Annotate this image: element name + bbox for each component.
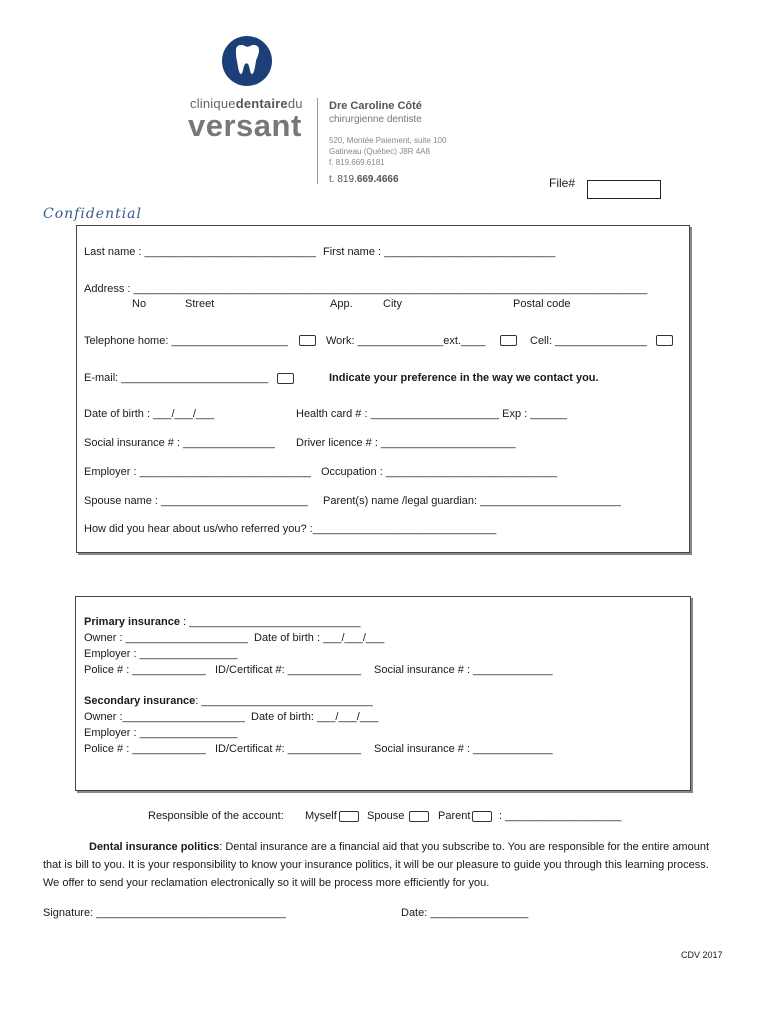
address-city-label: City bbox=[383, 298, 402, 310]
address-postal-label: Postal code bbox=[513, 298, 571, 310]
spouse-name-field[interactable]: Spouse name : ________________________ bbox=[84, 495, 308, 507]
primary-social-field[interactable]: Social insurance # : _____________ bbox=[374, 664, 553, 676]
driver-licence-field[interactable]: Driver licence # : ______________________ bbox=[296, 437, 516, 449]
parent-checkbox[interactable] bbox=[472, 811, 492, 822]
header-divider bbox=[317, 98, 318, 184]
footer-code: CDV 2017 bbox=[681, 950, 723, 960]
referred-by-field[interactable]: How did you hear about us/who referred you? :______________________________ bbox=[84, 523, 497, 535]
primary-insurance-field[interactable]: Primary insurance : ____________________________ bbox=[84, 616, 361, 628]
confidential-title: Confidential bbox=[43, 206, 143, 222]
secondary-dob-field[interactable]: Date of birth: ___/___/___ bbox=[251, 711, 379, 723]
clinic-name-big: versant bbox=[188, 108, 302, 143]
social-insurance-field[interactable]: Social insurance # : _______________ bbox=[84, 437, 275, 449]
cell-field[interactable]: Cell: _______________ bbox=[530, 335, 647, 347]
telephone-checkbox[interactable] bbox=[299, 335, 316, 346]
last-name-field[interactable]: Last name : ____________________________ bbox=[84, 246, 316, 258]
occupation-field[interactable]: Occupation : ____________________________ bbox=[321, 466, 558, 478]
doctor-name: Dre Caroline Côté bbox=[329, 100, 422, 112]
email-checkbox[interactable] bbox=[277, 373, 294, 384]
spouse-label: Spouse bbox=[367, 810, 405, 822]
secondary-owner-field[interactable]: Owner :____________________ bbox=[84, 711, 245, 723]
clinic-address-2: Gatineau (Québec) J8R 4A8 bbox=[329, 147, 430, 156]
parent-label: Parent bbox=[438, 810, 471, 822]
secondary-id-field[interactable]: ID/Certificat #: ____________ bbox=[215, 743, 362, 755]
address-no-label: No bbox=[132, 298, 147, 310]
primary-owner-field[interactable]: Owner : ____________________ bbox=[84, 632, 248, 644]
date-of-birth-field[interactable]: Date of birth : ___/___/___ bbox=[84, 408, 215, 420]
secondary-police-field[interactable]: Police # : ____________ bbox=[84, 743, 206, 755]
file-label: File# bbox=[549, 176, 576, 190]
clinic-address-1: 520, Montée Paiement, suite 100 bbox=[329, 136, 447, 145]
myself-checkbox[interactable] bbox=[339, 811, 359, 822]
secondary-social-field[interactable]: Social insurance # : _____________ bbox=[374, 743, 553, 755]
health-card-field[interactable]: Health card # : _____________________ Exp : ______ bbox=[296, 408, 567, 420]
contact-preference-note: Indicate your preference in the way we contact you. bbox=[329, 372, 599, 384]
primary-employer-field[interactable]: Employer : ________________ bbox=[84, 648, 238, 660]
doctor-title: chirurgienne dentiste bbox=[329, 114, 422, 125]
address-app-label: App. bbox=[330, 298, 353, 310]
telephone-field[interactable]: Telephone home: ___________________ bbox=[84, 335, 288, 347]
email-field[interactable]: E-mail: ________________________ bbox=[84, 372, 269, 384]
clinic-address-3: f. 819.669.6181 bbox=[329, 158, 385, 167]
signature-field[interactable]: Signature: _______________________________ bbox=[43, 907, 286, 919]
work-checkbox[interactable] bbox=[500, 335, 517, 346]
myself-label: Myself bbox=[305, 810, 337, 822]
date-field[interactable]: Date: ________________ bbox=[401, 907, 529, 919]
responsible-other-field[interactable]: : ___________________ bbox=[499, 810, 622, 822]
insurance-politics-paragraph: Dental insurance politics: Dental insurance are a financial aid that you subscribe to. You are responsible for the entire amount that is bill to you. It is your responsibility to know your insurance politics, it will be our pleasure to guide you through this learning process. We offer to send your reclamation electronically so it will be process more efficiently for you. bbox=[43, 841, 710, 889]
clinic-name-top: cliniquedentairedu bbox=[190, 96, 303, 111]
spouse-checkbox[interactable] bbox=[409, 811, 429, 822]
parent-guardian-field[interactable]: Parent(s) name /legal guardian: _______________________ bbox=[323, 495, 621, 507]
clinic-phone: t. 819.669.4666 bbox=[329, 174, 399, 185]
secondary-insurance-field[interactable]: Secondary insurance: ____________________________ bbox=[84, 695, 373, 707]
responsible-label: Responsible of the account: bbox=[148, 810, 284, 822]
secondary-employer-field[interactable]: Employer : ________________ bbox=[84, 727, 238, 739]
cell-checkbox[interactable] bbox=[656, 335, 673, 346]
file-number-field[interactable] bbox=[587, 180, 661, 199]
first-name-field[interactable]: First name : ____________________________ bbox=[323, 246, 556, 258]
tooth-logo-icon bbox=[222, 36, 272, 86]
work-field[interactable]: Work: ______________ext.____ bbox=[326, 335, 486, 347]
address-field[interactable]: Address : ____________________________________________________________________________________ bbox=[84, 283, 648, 295]
employer-field[interactable]: Employer : ____________________________ bbox=[84, 466, 311, 478]
primary-police-field[interactable]: Police # : ____________ bbox=[84, 664, 206, 676]
address-street-label: Street bbox=[185, 298, 215, 310]
primary-dob-field[interactable]: Date of birth : ___/___/___ bbox=[254, 632, 385, 644]
primary-id-field[interactable]: ID/Certificat #: ____________ bbox=[215, 664, 362, 676]
